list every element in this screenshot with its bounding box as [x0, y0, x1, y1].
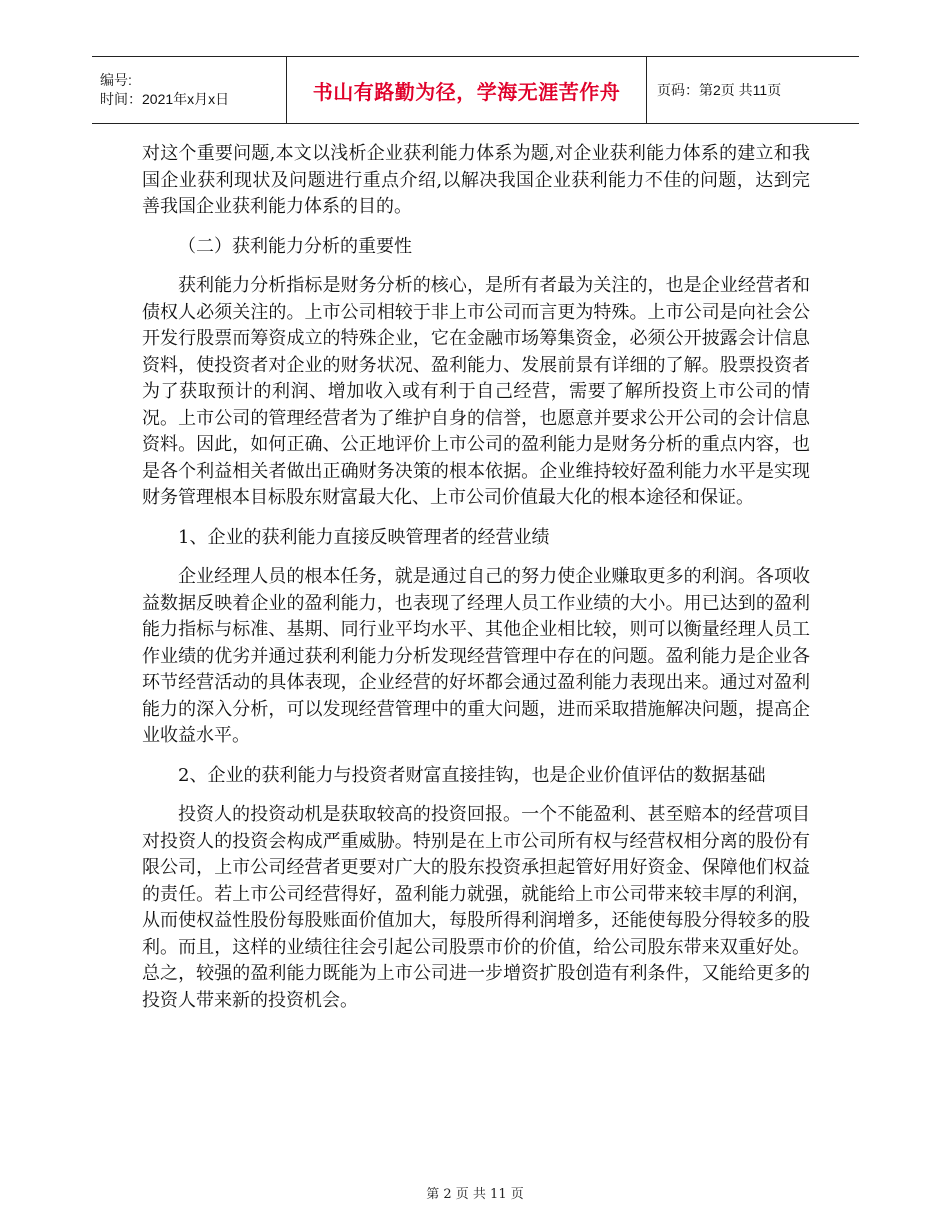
paragraph-intro: 对这个重要问题,本文以浅析企业获利能力体系为题,对企业获利能力体系的建立和我国企业获利现状及问题进行重点介绍,以解决我国企业获利能力不佳的问题，达到完善我国企业获利能力体系的目的。 — [142, 143, 810, 217]
header-page-info — [647, 57, 859, 123]
page-footer — [0, 1183, 950, 1202]
section-heading: （二）获利能力分析的重要性 — [178, 235, 412, 257]
document-number-label: 编号: — [100, 72, 132, 88]
page-info-text: 页码：第2页 共11页 — [657, 82, 782, 98]
document-date: 时间：2021年x月x日 — [100, 91, 230, 107]
header-meta — [92, 57, 286, 123]
subsection-heading: 1、企业的获利能力直接反映管理者的经营业绩 — [178, 526, 550, 548]
header-motto — [286, 57, 647, 123]
document-body — [142, 141, 810, 1027]
paragraph: 获利能力分析指标是财务分析的核心，是所有者最为关注的，也是企业经营者和债权人必须关注的。上市公司相较于非上市公司而言更为特殊。上市公司是向社会公开发行股票而筹资成立的特殊企业，它在金融市场筹集资金，必须公开披露会计信息资料，使投资者对企业的财务状况、盈利能力、发展前景有详细的了解。股票投资者为了获取预计的利润、增加收入或有利于自己经营，需要了解所投资上市公司的情况。上市公司的管理经营者为了维护自身的信誉，也愿意并要求公开公司的会计信息资料。因此，如何正确、公正地评价上市公司的盈利能力是财务分析的重点内容，也是各个利益相关者做出正确财务决策的根本依据。企业维持较好盈利能力水平是实现财务管理根本目标股东财富最大化、上市公司价值最大化的根本途径和保证。 — [142, 275, 810, 508]
paragraph: 投资人的投资动机是获取较高的投资回报。一个不能盈利、甚至赔本的经营项目对投资人的投资会构成严重威胁。特别是在上市公司所有权与经营权相分离的股份有限公司，上市公司经营者更要对广大的股东投资承担起管好用好资金、保障他们权益的责任。若上市公司经营得好，盈利能力就强，就能给上市公司带来较丰厚的利润，从而使权益性股份每股账面价值加大，每股所得利润增多，还能使每股分得较多的股利。而且，这样的业绩往往会引起公司股票市价的价值，给公司股东带来双重好处。总之，较强的盈利能力既能为上市公司进一步增资扩股创造有利条件，又能给更多的投资人带来新的投资机会。 — [142, 804, 810, 1011]
subsection-heading: 2、企业的获利能力与投资者财富直接挂钩，也是企业价值评估的数据基础 — [178, 764, 766, 786]
page-header — [92, 56, 859, 124]
paragraph: 企业经理人员的根本任务，就是通过自己的努力使企业赚取更多的利润。各项收益数据反映着企业的盈利能力，也表现了经理人员工作业绩的大小。用已达到的盈利能力指标与标准、基期、同行业平均水平、其他企业相比较，则可以衡量经理人员工作业绩的优劣并通过获利利能力分析发现经营管理中存在的问题。盈利能力是企业各环节经营活动的具体表现，企业经营的好坏都会通过盈利能力表现出来。通过对盈利能力的深入分析，可以发现经营管理中的重大问题，进而采取措施解决问题，提高企业收益水平。 — [142, 566, 810, 746]
motto-text: 书山有路勤为径，学海无涯苦作舟 — [312, 79, 621, 104]
footer-page-number: 第 2 页 共 11 页 — [426, 1187, 524, 1202]
